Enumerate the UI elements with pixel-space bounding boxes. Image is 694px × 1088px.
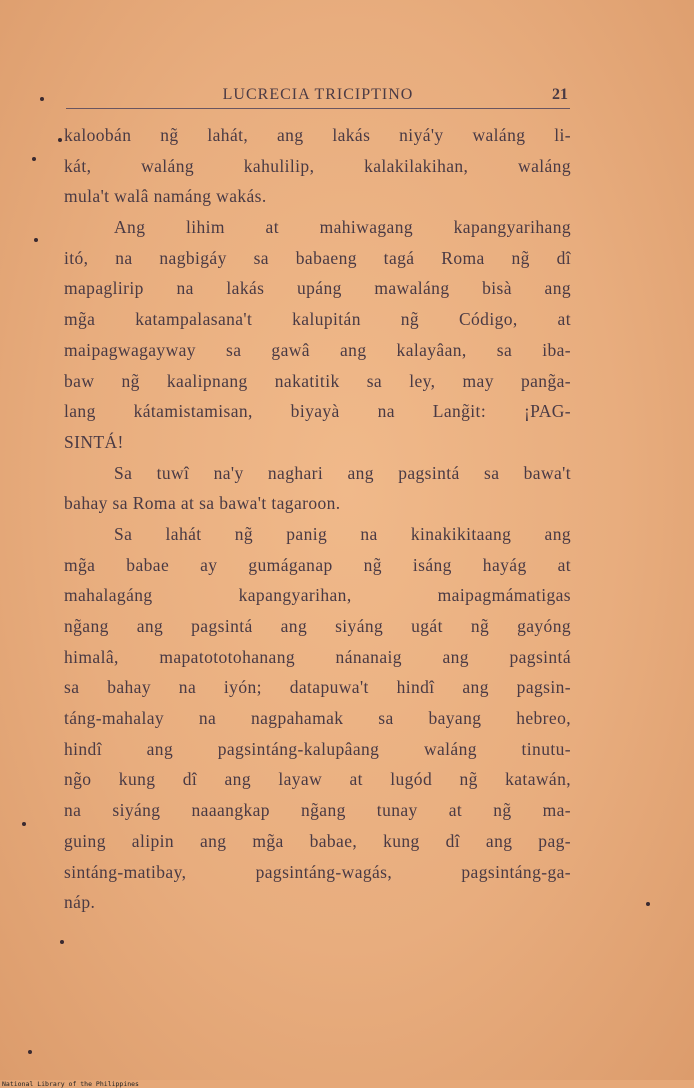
text-line: ng̃ang ang pagsintá ang siyáng ugát ng̃ gayóng (64, 616, 571, 636)
text-line: maipagwagayway sa gawâ ang kalayâan, sa iba- (64, 339, 571, 360)
speck-mark (40, 97, 44, 101)
text-line: baw ng̃ kaalipnang nakatitik sa ley, may pang̃a- (64, 370, 571, 391)
text-line: guing alipin ang mg̃a babae, kung dî ang pag- (64, 830, 571, 851)
text-line: himalâ, mapatototohanang nánanaig ang pagsintá (64, 646, 571, 667)
scan-credit: National Library of the Philippines (2, 1080, 139, 1088)
speck-mark (32, 157, 36, 161)
text-line: Ang lihim at mahiwagang kapangyarihang (114, 217, 571, 238)
text-line: Sa tuwî na'y naghari ang pagsintá sa bawa't (114, 462, 571, 483)
text-line: na siyáng naaangkap ng̃ang tunay at ng̃ ma- (64, 800, 571, 821)
text-line: mahalagáng kapangyarihan, maipagmámatigas (64, 585, 571, 606)
speck-mark (28, 1050, 32, 1054)
text-line: lang kátamistamisan, biyayà na Lang̃it: ¡PAG- (64, 401, 571, 422)
text-line: Sa lahát ng̃ panig na kinakikitaang ang (114, 523, 571, 544)
speck-mark (58, 138, 62, 142)
text-line: hindî ang pagsintáng-kalupâang waláng tinutu- (64, 738, 571, 759)
page-header (66, 84, 570, 109)
text-line: mg̃a babae ay gumáganap ng̃ isáng hayág at (64, 554, 571, 575)
speck-mark (60, 940, 64, 944)
text-line: ng̃o kung dî ang layaw at lugód ng̃ katawán, (64, 769, 571, 790)
text-line: bahay sa Roma at sa bawa't tagaroon. (64, 493, 341, 514)
text-line: mula't walâ namáng wakás. (64, 186, 267, 207)
text-line: sintáng-matibay, pagsintáng-wagás, pagsintáng-ga- (64, 861, 571, 882)
text-line: mapaglirip na lakás upáng mawaláng bisà ang (64, 278, 571, 299)
text-line: táng-mahalay na nagpahamak sa bayang hebreo, (64, 708, 571, 729)
text-line: náp. (64, 892, 96, 913)
speck-mark (646, 902, 650, 906)
text-line: SINTÁ! (64, 431, 124, 452)
speck-mark (22, 822, 26, 826)
page-number: 21 (552, 86, 568, 103)
text-line: kát, waláng kahulilip, kalakilakihan, waláng (64, 155, 571, 176)
text-line: kaloobán ng̃ lahát, ang lakás niyá'y waláng li- (64, 125, 571, 145)
body-text (64, 120, 571, 918)
text-line: itó, na nagbigáy sa babaeng tagá Roma ng̃ dî (64, 247, 571, 268)
speck-mark (34, 238, 38, 242)
text-line: sa bahay na iyón; datapuwa't hindî ang pagsin- (64, 677, 571, 698)
text-line: mg̃a katampalasana't kalupitán ng̃ Código, at (64, 309, 571, 330)
running-title: LUCRECIA TRICIPTINO (222, 86, 414, 103)
